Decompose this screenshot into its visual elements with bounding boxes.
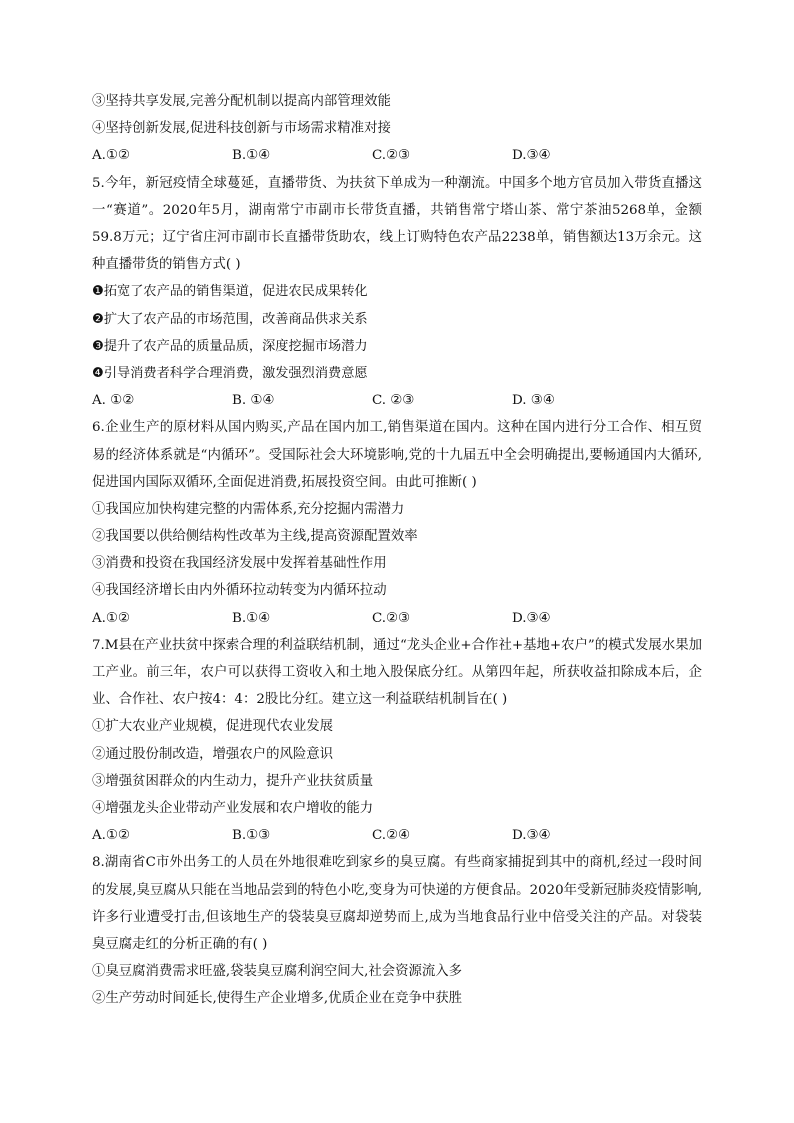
option-line: ①扩大农业产业规模，促进现代农业发展 <box>92 719 334 735</box>
choice-d: D.③④ <box>512 610 551 626</box>
option-line: ❶拓宽了农产品的销售渠道，促进农民成果转化 <box>92 284 368 300</box>
choice-c: C.②③ <box>372 148 411 164</box>
answer-choices <box>92 822 702 849</box>
question-6 <box>92 414 702 632</box>
choice-d: D. ③④ <box>512 393 555 409</box>
exam-page <box>92 88 702 1013</box>
question-stem: 8.湖南省C市外出务工的人员在外地很难吃到家乡的臭豆腐。有些商家捕捉到其中的商机,经过一段时间的发展,臭豆腐从只能在当地品尝到的特色小吃,变身为可快递的方便食品。2020年受新冠肺炎疫情影响,许多行业遭受打击,但该地生产的袋装臭豆腐却逆势而上,成为当地食品行业中倍受关注的产品。对袋装臭豆腐走红的分析正确的有( ) <box>92 855 702 953</box>
option-line: ②通过股份制改造，增强农户的风险意识 <box>92 746 334 762</box>
option-line: ③坚持共享发展,完善分配机制以提高内部管理效能 <box>92 94 391 109</box>
choice-c: C. ②③ <box>372 393 415 409</box>
choice-a: A.①② <box>92 828 130 844</box>
choice-d: D.③④ <box>512 828 551 844</box>
choice-a: A.①② <box>92 610 130 626</box>
option-line: ④坚持创新发展,促进科技创新与市场需求精准对接 <box>92 121 391 137</box>
option-line: ②生产劳动时间延长,使得生产企业增多,优质企业在竞争中获胜 <box>92 991 463 1007</box>
question-stem: 6.企业生产的原材料从国内购买,产品在国内加工,销售渠道在国内。这种在国内进行分工合作、相互贸易的经济体系就是“内循环”。受国际社会大环境影响,党的十九届五中全会明确提出,要畅通国内大循环,促进国内国际双循环,全面促进消费,拓展投资空间。由此可推断( ) <box>92 420 702 490</box>
option-line: ❹引导消费者科学合理消费，激发强烈消费意愿 <box>92 365 368 381</box>
option-line: ④我国经济增长由内外循环拉动转变为内循环拉动 <box>92 583 387 599</box>
question-stem: 5.今年，新冠疫情全球蔓延，直播带货、为扶贫下单成为一种潮流。中国多个地方官员加入带货直播这一“赛道”。2020年5月，湖南常宁市副市长带货直播，共销售常宁塔山茶、常宁茶油5268单，金额59.8万元；辽宁省庄河市副市长直播带货助农，线上订购特色农产品2238单，销售额达13万余元。这种直播带货的销售方式( ) <box>92 175 702 273</box>
option-line: ①我国应加快构建完整的内需体系,充分挖掘内需潜力 <box>92 501 405 517</box>
choice-b: B.①③ <box>232 828 271 844</box>
question-8 <box>92 849 702 1012</box>
option-line: ❷扩大了农产品的市场范围，改善商品供求关系 <box>92 311 368 327</box>
answer-choices <box>92 142 702 169</box>
choice-a: A.①② <box>92 148 130 164</box>
answer-choices <box>92 605 702 632</box>
answer-choices <box>92 387 702 414</box>
option-line: ①臭豆腐消费需求旺盛,袋装臭豆腐利润空间大,社会资源流入多 <box>92 964 463 980</box>
option-line: ②我国要以供给侧结构性改革为主线,提高资源配置效率 <box>92 529 418 545</box>
choice-c: C.②④ <box>372 828 411 844</box>
option-line: ❸提升了农产品的质量品质，深度挖掘市场潜力 <box>92 338 368 354</box>
option-line: ③消费和投资在我国经济发展中发挥着基础性作用 <box>92 556 387 572</box>
choice-c: C.②③ <box>372 610 411 626</box>
question-stem: 7.M县在产业扶贫中探索合理的利益联结机制，通过“龙头企业+合作社+基地+农户”的模式发展水果加工产业。前三年，农户可以获得工资收入和土地入股保底分红。从第四年起，所获收益扣除成本后，企业、合作社、农户按4：4：2股比分红。建立这一利益联结机制旨在( ) <box>92 637 702 708</box>
option-line: ④增强龙头企业带动产业发展和农户增收的能力 <box>92 801 374 817</box>
question-7 <box>92 632 702 850</box>
choice-d: D.③④ <box>512 148 551 164</box>
choice-b: B. ①④ <box>232 393 275 409</box>
question-5 <box>92 170 702 415</box>
choice-b: B.①④ <box>232 148 271 164</box>
choice-b: B.①④ <box>232 610 271 626</box>
choice-a: A. ①② <box>92 393 135 409</box>
option-line: ③增强贫困群众的内生动力，提升产业扶贫质量 <box>92 773 374 789</box>
